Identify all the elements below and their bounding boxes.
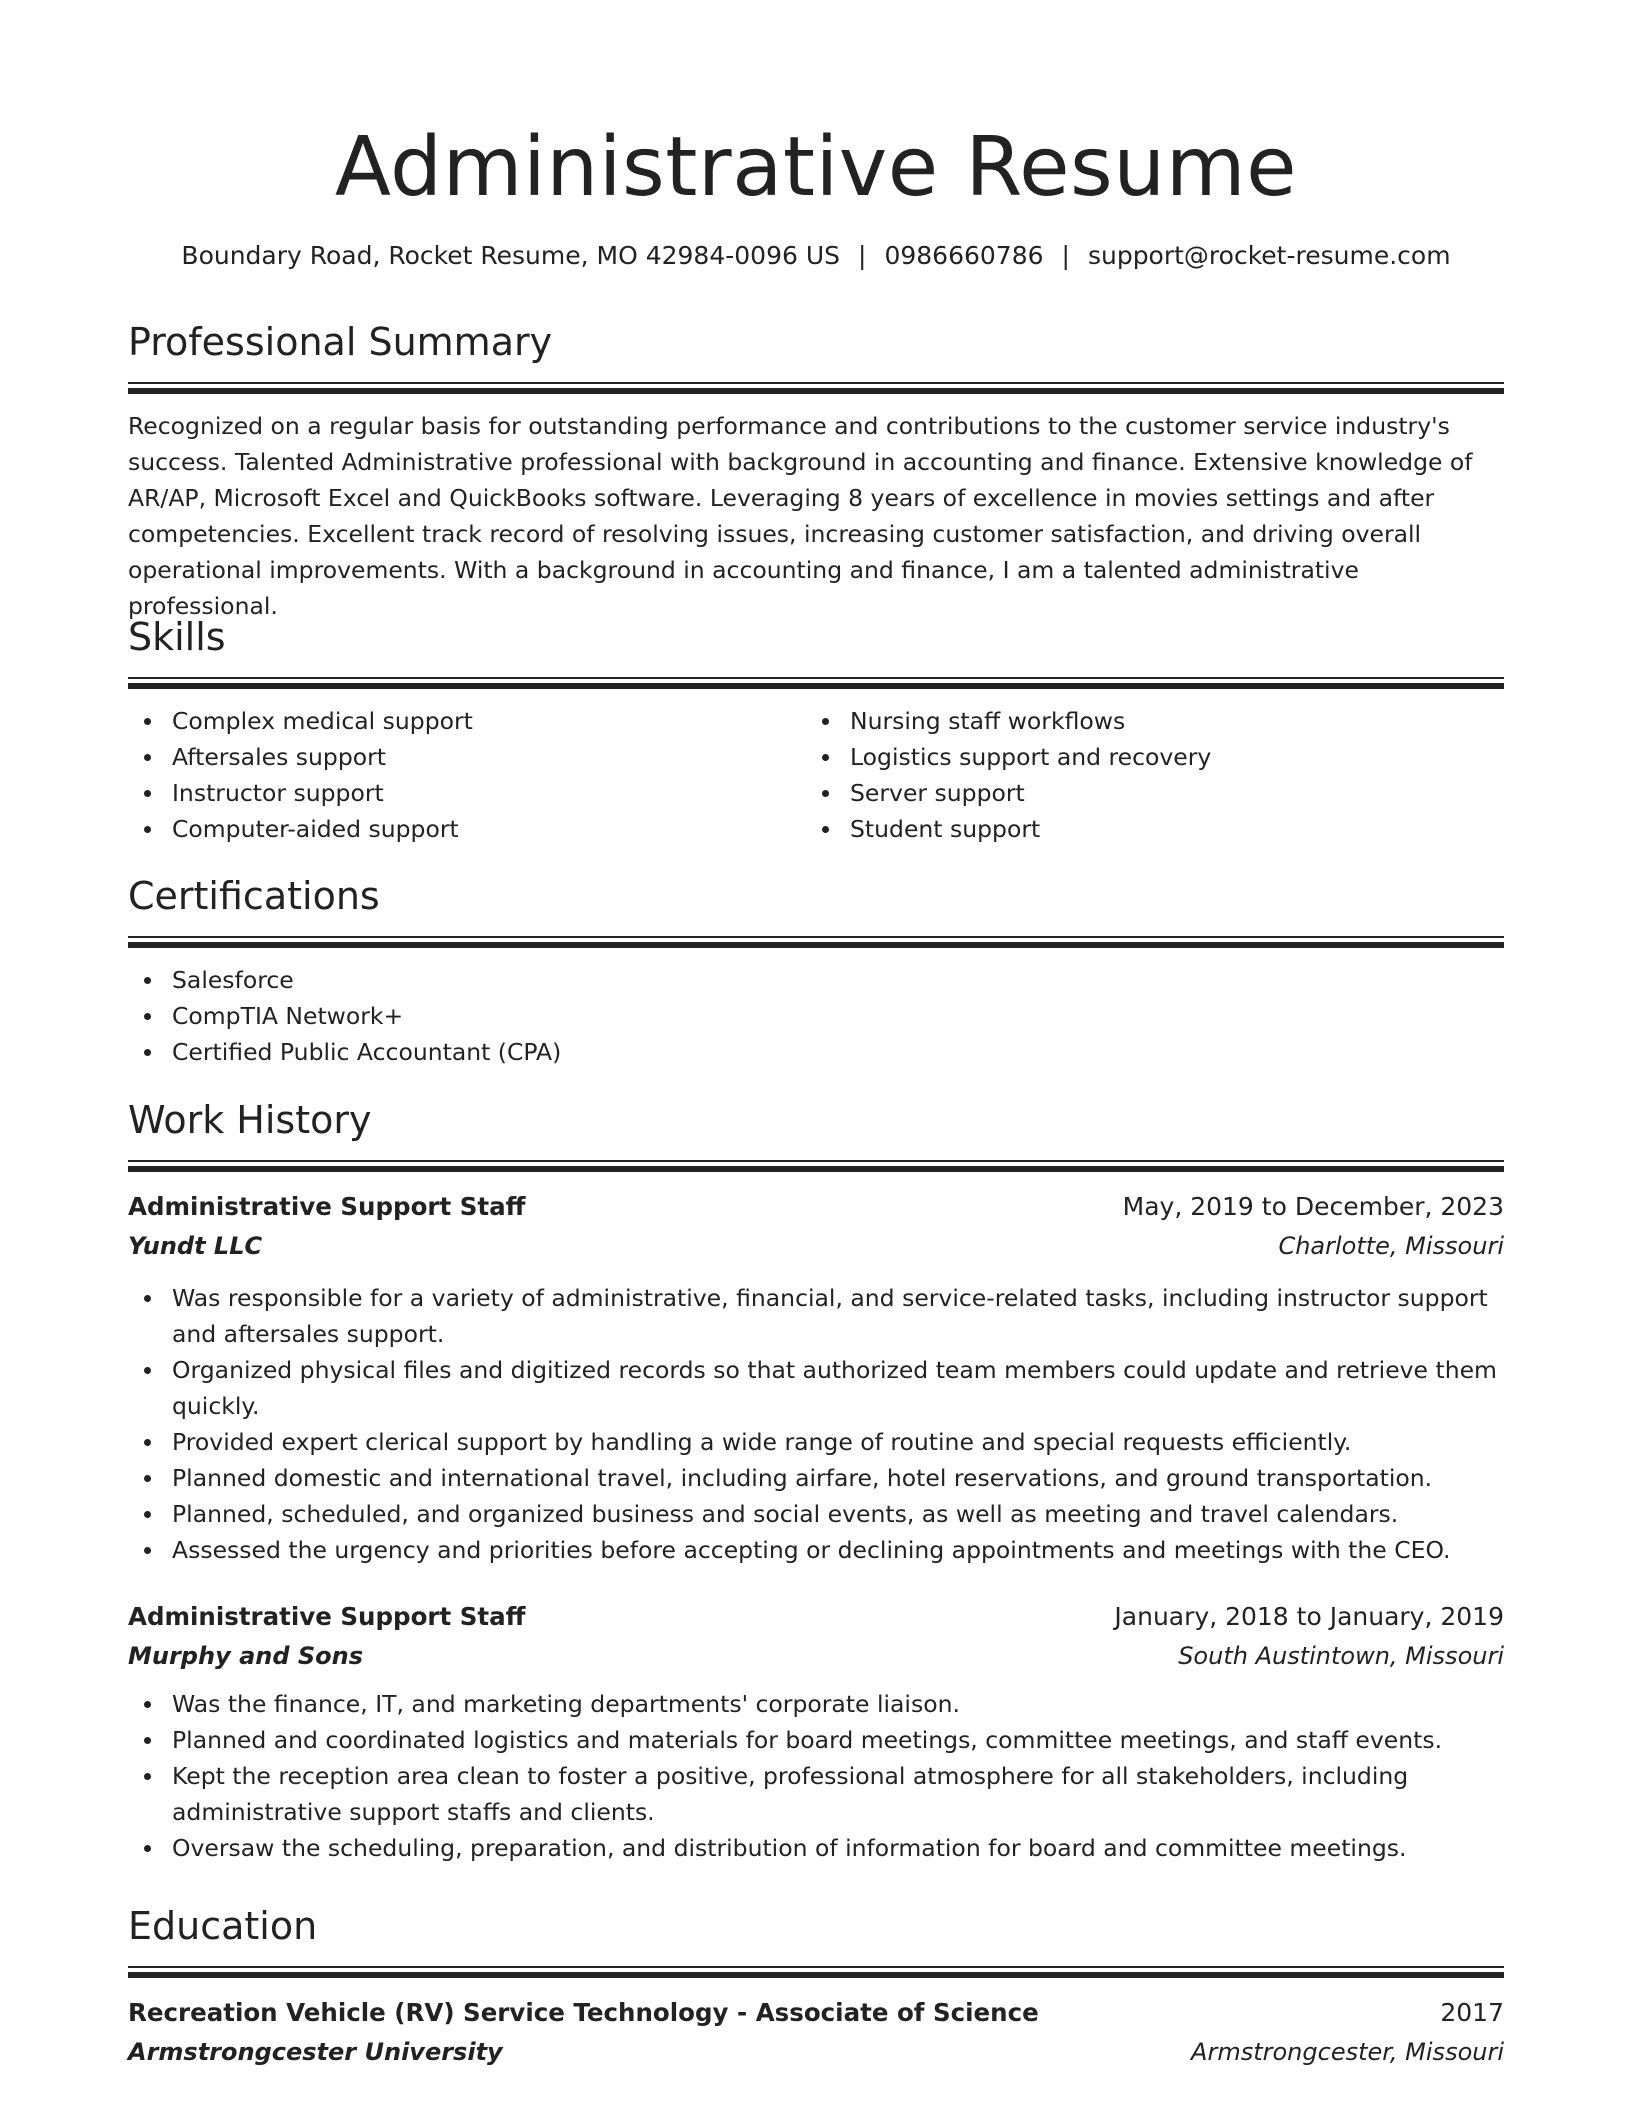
job-location: Charlotte, Missouri <box>1278 1232 1504 1260</box>
certification-item: Salesforce <box>128 962 1504 998</box>
job-bullet: Was responsible for a variety of administrative, financial, and service-related tasks, including instructor support and aftersales support. <box>128 1280 1504 1352</box>
job-location: South Austintown, Missouri <box>1178 1642 1504 1670</box>
contact-separator: | <box>1061 241 1070 270</box>
education-subheader <box>128 2032 1504 2072</box>
skills-list-left <box>128 703 806 847</box>
skill-item: Logistics support and recovery <box>806 739 1484 775</box>
section-title-education: Education <box>128 1904 318 1948</box>
section-divider <box>128 382 1504 394</box>
job-header <box>128 1598 1504 1636</box>
job-header <box>128 1188 1504 1226</box>
job-bullet: Provided expert clerical support by handling a wide range of routine and special requests efficiently. <box>128 1424 1504 1460</box>
job-bullet: Oversaw the scheduling, preparation, and distribution of information for board and committee meetings. <box>128 1830 1504 1866</box>
education-school: Armstrongcester University <box>128 2038 503 2066</box>
education-year: 2017 <box>1440 1998 1504 2027</box>
education-degree: Recreation Vehicle (RV) Service Technology - Associate of Science <box>128 1998 1039 2027</box>
contact-line <box>128 238 1504 274</box>
skills-list-right <box>806 703 1484 847</box>
skill-item: Aftersales support <box>128 739 806 775</box>
contact-email: support@rocket-resume.com <box>1087 241 1451 270</box>
job-title: Administrative Support Staff <box>128 1192 526 1221</box>
contact-separator: | <box>858 241 867 270</box>
skills-section <box>128 613 1504 847</box>
job-bullet: Organized physical files and digitized records so that authorized team members could update and retrieve them quickly. <box>128 1352 1504 1424</box>
summary-text: Recognized on a regular basis for outstanding performance and contributions to the customer service industry's success. Talented Administrative professional with background in accounting and finance. Extensive knowledge of AR/AP, Microsoft Excel and QuickBooks software. Leveraging 8 years of excellence in movies settings and after competencies. Excellent track record of resolving issues, increasing customer satisfaction, and driving overall operational improvements. With a background in accounting and finance, I am a talented administrative professional. <box>128 412 1473 620</box>
section-divider <box>128 1160 1504 1172</box>
job-bullet: Planned and coordinated logistics and materials for board meetings, committee meetings, and staff events. <box>128 1722 1504 1758</box>
skill-item: Student support <box>806 811 1484 847</box>
section-title-certifications: Certifications <box>128 874 380 918</box>
section-divider <box>128 677 1504 689</box>
job-company: Yundt LLC <box>128 1232 263 1260</box>
skill-item: Nursing staff workflows <box>806 703 1484 739</box>
certification-item: CompTIA Network+ <box>128 998 1504 1034</box>
education-location: Armstrongcester, Missouri <box>1191 2038 1504 2066</box>
job-bullets <box>128 1280 1504 1568</box>
resume-page <box>128 0 1504 2112</box>
skills-grid <box>128 703 1504 847</box>
education-header <box>128 1994 1504 2032</box>
job-entry <box>128 1188 1504 1568</box>
job-bullet: Was the finance, IT, and marketing departments' corporate liaison. <box>128 1686 1504 1722</box>
skill-item: Computer-aided support <box>128 811 806 847</box>
job-bullet: Planned, scheduled, and organized business and social events, as well as meeting and travel calendars. <box>128 1496 1504 1532</box>
job-subheader <box>128 1226 1504 1266</box>
job-title: Administrative Support Staff <box>128 1602 526 1631</box>
education-entry <box>128 1994 1504 2072</box>
job-bullets <box>128 1686 1504 1866</box>
job-entry <box>128 1598 1504 1866</box>
skill-item: Instructor support <box>128 775 806 811</box>
section-title-skills: Skills <box>128 615 226 659</box>
job-subheader <box>128 1636 1504 1676</box>
skill-item: Server support <box>806 775 1484 811</box>
job-dates: January, 2018 to January, 2019 <box>1114 1602 1504 1631</box>
certifications-list <box>128 962 1504 1070</box>
education-section <box>128 1902 1504 2072</box>
contact-address: Boundary Road, Rocket Resume, MO 42984-0096 US <box>181 241 841 270</box>
section-divider <box>128 1966 1504 1978</box>
section-title-work-history: Work History <box>128 1098 372 1142</box>
contact-phone: 0986660786 <box>884 241 1044 270</box>
job-company: Murphy and Sons <box>128 1642 364 1670</box>
certifications-section <box>128 872 1504 1070</box>
job-bullet: Assessed the urgency and priorities before accepting or declining appointments and meetings with the CEO. <box>128 1532 1504 1568</box>
summary-section <box>128 318 1504 624</box>
page-title: Administrative Resume <box>334 120 1298 215</box>
section-title-summary: Professional Summary <box>128 320 553 364</box>
job-bullet: Kept the reception area clean to foster a positive, professional atmosphere for all stakeholders, including administrative support staffs and clients. <box>128 1758 1504 1830</box>
section-divider <box>128 936 1504 948</box>
skill-item: Complex medical support <box>128 703 806 739</box>
job-bullet: Planned domestic and international travel, including airfare, hotel reservations, and ground transportation. <box>128 1460 1504 1496</box>
work-history-section <box>128 1096 1504 1866</box>
certification-item: Certified Public Accountant (CPA) <box>128 1034 1504 1070</box>
job-dates: May, 2019 to December, 2023 <box>1122 1192 1504 1221</box>
